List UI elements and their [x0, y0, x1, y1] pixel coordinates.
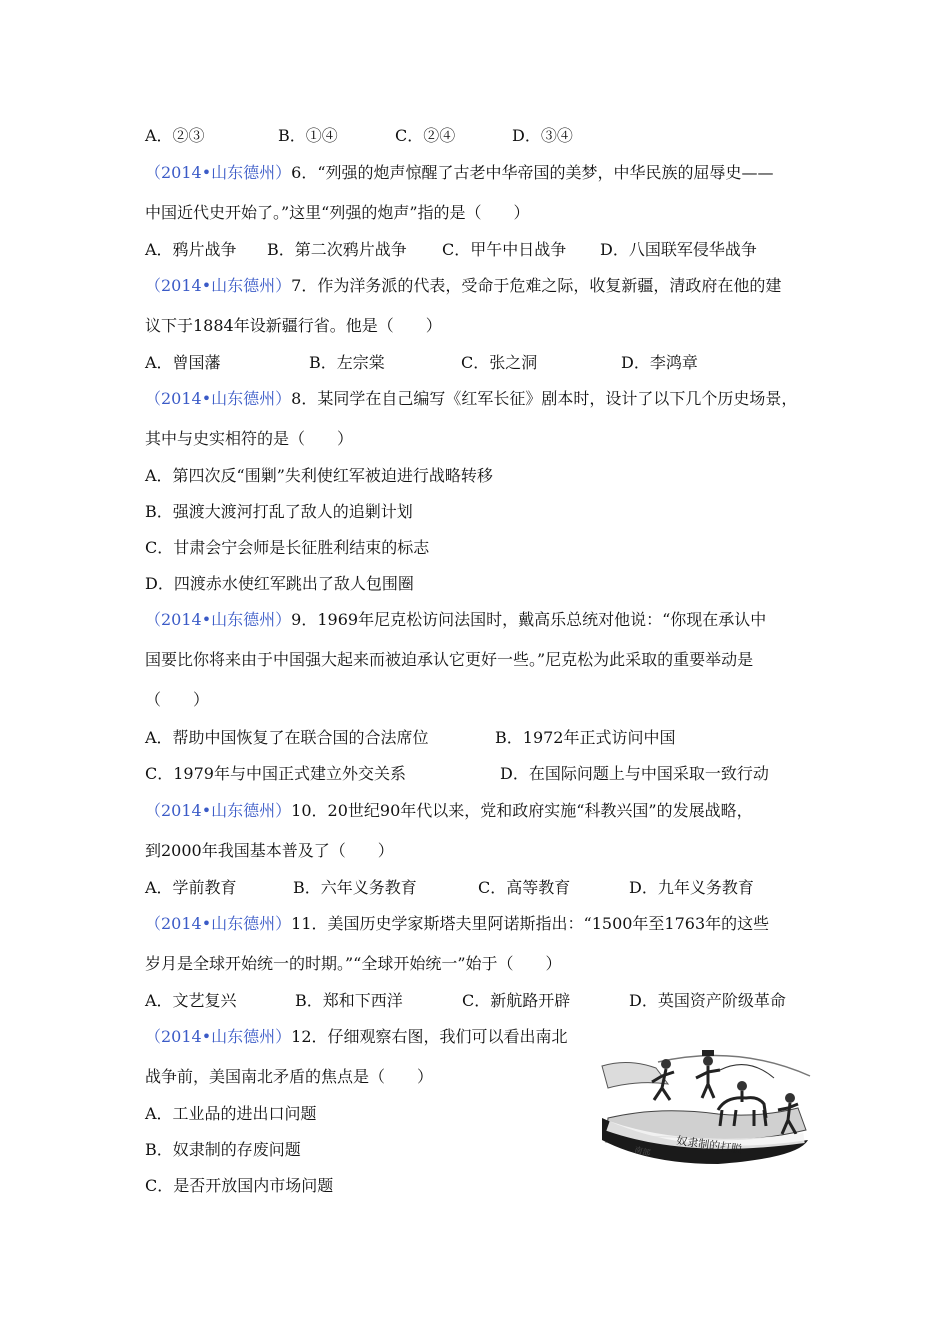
q11-stem-text1: 11．美国历史学家斯塔夫里阿诺斯指出：“1500年至1763年的这些: [291, 914, 770, 933]
q8-option-d: D．四渡赤水使红军跳出了敌人包围圈: [145, 574, 414, 593]
q9-source: （2014•山东德州）: [145, 610, 292, 629]
q11-option-b: B．郑和下西洋: [295, 991, 403, 1010]
q7-option-d: D．李鸿章: [621, 353, 698, 372]
q6-option-a: A．鸦片战争: [145, 240, 237, 259]
q12-source: （2014•山东德州）: [145, 1027, 292, 1046]
q9-option-d: D．在国际问题上与中国采取一致行动: [500, 764, 769, 783]
q6-stem-text1: 6．“列强的炮声惊醒了古老中华帝国的美梦，中华民族的屈辱史——: [291, 163, 774, 182]
q8-stem-line2: 其中与史实相符的是（ ）: [145, 429, 354, 448]
q9-stem-line2: 国要比你将来由于中国强大起来而被迫承认它更好一些。”尼克松为此采取的重要举动是: [145, 650, 754, 669]
q7-stem-line2: 议下于1884年设新疆行省。他是（ ）: [145, 316, 442, 335]
q8-option-b: B．强渡大渡河打乱了敌人的追剿计划: [145, 502, 413, 521]
q9-option-c: C．1979年与中国正式建立外交关系: [145, 764, 406, 783]
q9-options-row1: [145, 727, 675, 749]
q5-option-b: B．①④: [278, 126, 338, 145]
q10-source: （2014•山东德州）: [145, 801, 292, 820]
q11-option-d: D．英国资产阶级革命: [629, 991, 786, 1010]
svg-text:奴隶制的打脱: 奴隶制的打脱: [675, 1134, 743, 1157]
q8-stem-line1: [145, 388, 797, 410]
q12-option-a: A．工业品的进出口问题: [145, 1104, 317, 1123]
q10-stem-line1: [145, 800, 753, 822]
q11-stem-line2: 岁月是全球开始统一的时期。”“全球开始统一”始于（ ）: [145, 954, 562, 973]
q9-options-row2: [145, 763, 769, 785]
q7-stem-text1: 7．作为洋务派的代表，受命于危难之际，收复新疆，清政府在他的建: [291, 276, 782, 295]
svg-text:南部: 南部: [633, 1145, 652, 1158]
q9-stem-text1: 9．1969年尼克松访问法国时，戴高乐总统对他说：“你现在承认中: [291, 610, 767, 629]
q11-option-a: A．文艺复兴: [145, 991, 237, 1010]
q11-option-c: C．新航路开辟: [462, 991, 571, 1010]
q7-option-a: A．曾国藩: [145, 353, 221, 372]
q9-stem-line3: （ ）: [145, 690, 210, 709]
q10-option-a: A．学前教育: [145, 878, 237, 897]
q5-option-c: C．②④: [395, 126, 456, 145]
q10-stem-line2: 到2000年我国基本普及了（ ）: [145, 841, 394, 860]
q7-option-b: B．左宗棠: [309, 353, 385, 372]
q12-stem-line1: [145, 1026, 568, 1048]
q12-stem-text1: 12．仔细观察右图，我们可以看出南北: [291, 1027, 568, 1046]
q10-stem-text1: 10．20世纪90年代以来，党和政府实施“科教兴国”的发展战略，: [291, 801, 753, 820]
cartoon-illustration: [598, 1048, 820, 1166]
q5-option-d: D．③④: [512, 126, 573, 145]
q12-option-c: C．是否开放国内市场问题: [145, 1176, 334, 1195]
q10-option-c: C．高等教育: [478, 878, 571, 897]
q12-option-b: B．奴隶制的存废问题: [145, 1140, 301, 1159]
q10-option-d: D．九年义务教育: [629, 878, 754, 897]
q7-option-c: C．张之洞: [461, 353, 538, 372]
q9-stem-line1: [145, 609, 766, 631]
q6-options: [145, 239, 757, 261]
q5-options: [145, 125, 573, 147]
q6-option-b: B．第二次鸦片战争: [267, 240, 407, 259]
q11-options: [145, 990, 786, 1012]
q10-option-b: B．六年义务教育: [293, 878, 417, 897]
q11-stem-line1: [145, 913, 769, 935]
q7-options: [145, 352, 698, 374]
q7-source: （2014•山东德州）: [145, 276, 292, 295]
q8-option-a: A．第四次反“围剿”失利使红军被迫进行战略转移: [145, 466, 493, 485]
q10-options: [145, 877, 754, 899]
q6-stem-line1: [145, 162, 774, 184]
q6-source: （2014•山东德州）: [145, 163, 292, 182]
q6-stem-line2: 中国近代史开始了。”这里“列强的炮声”指的是（ ）: [145, 203, 530, 222]
q9-option-b: B．1972年正式访问中国: [495, 728, 676, 747]
q8-option-c: C．甘肃会宁会师是长征胜利结束的标志: [145, 538, 430, 557]
q9-option-a: A．帮助中国恢复了在联合国的合法席位: [145, 728, 429, 747]
q6-option-d: D．八国联军侵华战争: [600, 240, 757, 259]
q12-stem-line2: 战争前，美国南北矛盾的焦点是（ ）: [145, 1067, 434, 1086]
q7-stem-line1: [145, 275, 781, 297]
q11-source: （2014•山东德州）: [145, 914, 292, 933]
q8-stem-text1: 8．某同学在自己编写《红军长征》剧本时，设计了以下几个历史场景，: [291, 389, 798, 408]
q6-option-c: C．甲午中日战争: [442, 240, 567, 259]
q8-source: （2014•山东德州）: [145, 389, 292, 408]
q5-option-a: A．②③: [145, 126, 205, 145]
